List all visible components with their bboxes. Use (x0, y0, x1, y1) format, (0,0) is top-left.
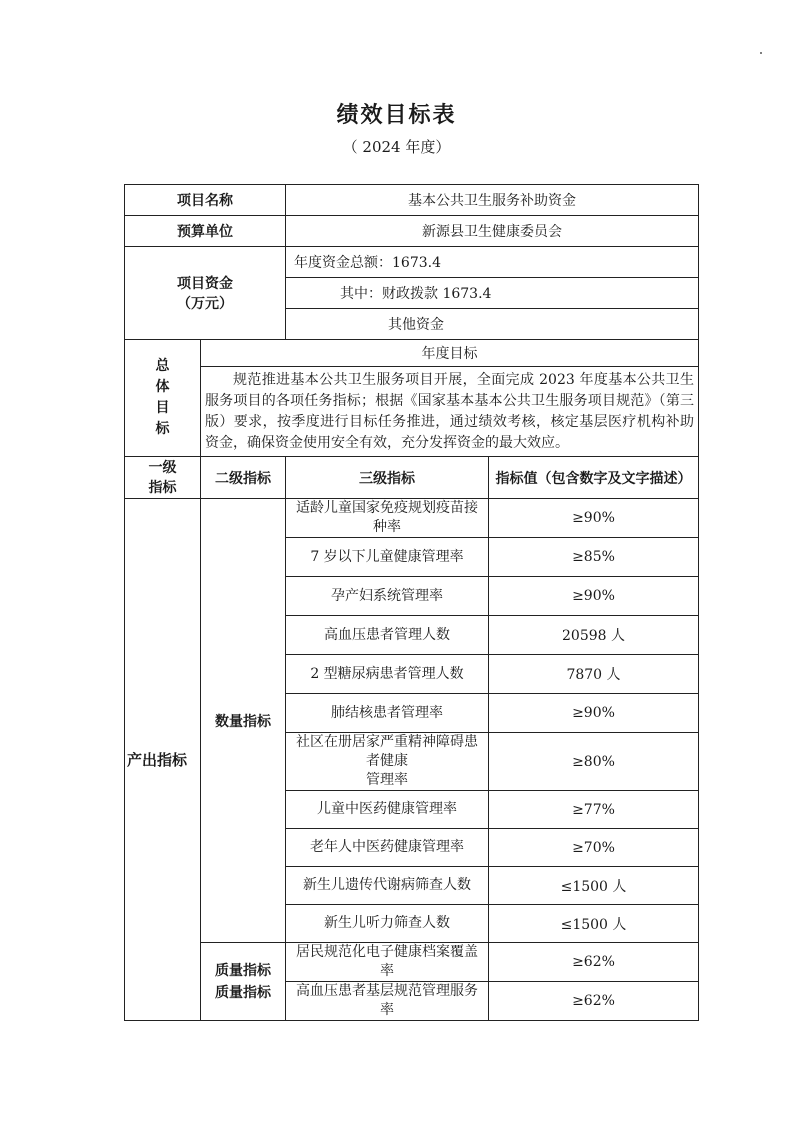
indicator-name: 高血压患者基层规范管理服务率 (286, 982, 489, 1021)
indicator-value: 7870 人 (489, 655, 699, 694)
indicator-value: ≥62% (489, 982, 699, 1021)
goal-header: 年度目标 (201, 340, 699, 367)
indicator-name-line2: 管理率 (366, 772, 408, 788)
goal-text: 规范推进基本公共卫生服务项目开展，全面完成 2023 年度基本公共卫生服务项目的各项任务指标；根据《国家基本基本公共卫生服务项目规范》（第三版）要求，按季度进行目标任务推进，通过绩效考核，核定基层医疗机构补助资金，确保资金使用安全有效，充分发挥资金的最大效应。 (201, 367, 699, 457)
goal-label-char: 体 (155, 379, 170, 395)
indicator-name: 7 岁以下儿童健康管理率 (286, 538, 489, 577)
project-name-label: 项目名称 (125, 185, 286, 216)
indicator-name-line1: 社区在册居家严重精神障碍患者健康 (296, 734, 478, 769)
quantity-label: 数量指标 (201, 499, 286, 943)
indicator-value: ≥90% (489, 694, 699, 733)
page-subtitle: （ 2024 年度） (342, 138, 451, 156)
funds-label-line2: （万元） (177, 296, 233, 312)
indicator-name: 儿童中医药健康管理率 (286, 791, 489, 829)
indicator-value: ≤1500 人 (489, 905, 699, 943)
funds-label-line1: 项目资金 (177, 276, 233, 292)
goal-label-char: 标 (155, 421, 170, 437)
goal-label-char: 目 (155, 400, 170, 416)
funds-total: 年度资金总额：1673.4 (286, 247, 699, 278)
row-goal-header (125, 340, 699, 367)
header-level1-line2: 指标 (148, 479, 177, 496)
row-indicator-header (125, 457, 699, 499)
indicator-value: ≥77% (489, 791, 699, 829)
project-name-value: 基本公共卫生服务补助资金 (286, 185, 699, 216)
indicator-name: 孕产妇系统管理率 (286, 577, 489, 616)
indicator-value: ≥62% (489, 943, 699, 982)
indicator-name: 新生儿听力筛查人数 (286, 905, 489, 943)
indicator-name: 适龄儿童国家免疫规划疫苗接种率 (286, 499, 489, 538)
indicator-name: 肺结核患者管理率 (286, 694, 489, 733)
budget-unit-value: 新源县卫生健康委员会 (286, 216, 699, 247)
header-value: 指标值（包含数字及文字描述） (489, 457, 699, 499)
indicator-name: 居民规范化电子健康档案覆盖率 (286, 943, 489, 982)
header-level1 (125, 457, 201, 499)
quality-label-line2: 质量指标 (215, 984, 271, 1001)
indicator-name: 老年人中医药健康管理率 (286, 829, 489, 867)
budget-unit-label: 预算单位 (125, 216, 286, 247)
indicator-value: ≥70% (489, 829, 699, 867)
scan-dot (760, 52, 762, 54)
quality-label-line1: 质量指标 (215, 962, 271, 979)
header-level2: 二级指标 (201, 457, 286, 499)
indicator-row (125, 499, 699, 538)
page-title: 绩效目标表 (336, 102, 457, 128)
row-project-name (125, 185, 699, 216)
header-level3: 三级指标 (286, 457, 489, 499)
indicator-name: 新生儿遗传代谢病筛查人数 (286, 867, 489, 905)
indicator-value: ≥85% (489, 538, 699, 577)
indicator-value: ≥90% (489, 577, 699, 616)
goal-label-char: 总 (155, 358, 170, 374)
indicator-value: ≤1500 人 (489, 867, 699, 905)
indicator-value: 20598 人 (489, 616, 699, 655)
row-funds-total (125, 247, 699, 278)
indicator-value: ≥80% (489, 733, 699, 791)
indicator-name (286, 733, 489, 791)
indicator-row (125, 943, 699, 982)
indicator-name: 高血压患者管理人数 (286, 616, 489, 655)
funds-other: 其他资金 (286, 309, 699, 340)
row-goal-text (125, 367, 699, 457)
performance-table (124, 184, 699, 1021)
indicator-value: ≥90% (489, 499, 699, 538)
indicator-name: 2 型糖尿病患者管理人数 (286, 655, 489, 694)
header-level1-line1: 一级 (148, 459, 177, 476)
overall-goal-label (125, 340, 201, 457)
funds-label (125, 247, 286, 340)
funds-fiscal: 其中：财政拨款 1673.4 (286, 278, 699, 309)
row-budget-unit (125, 216, 699, 247)
level1-output-label: 产出指标 (125, 499, 201, 1021)
quality-label (201, 943, 286, 1021)
